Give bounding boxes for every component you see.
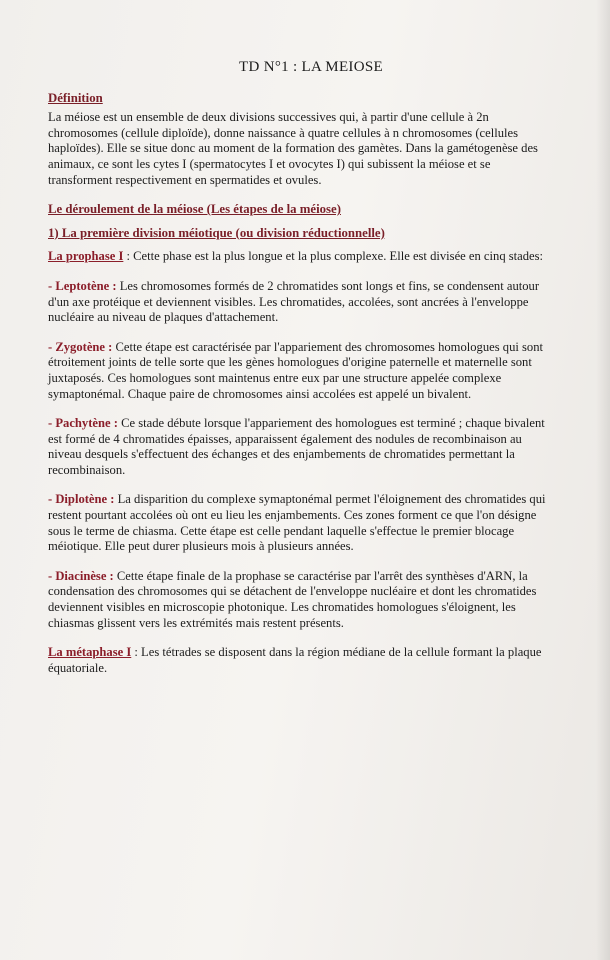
deroulement-heading: Le déroulement de la méiose (Les étapes de la méiose) xyxy=(48,202,341,217)
metaphase-label: La métaphase I xyxy=(48,645,132,660)
definition-text: La méiose est un ensemble de deux divisions successives qui, à partir d'une cellule à 2n chromosomes (cellule diploïde), donne naissance à quatre cellules à n chromosomes (cellules haploïdes). Elle se situe donc au moment de la formation des gamètes. Dans la gamétogenèse des animaux, ce sont les cytes I (spermatocytes I et ovocytes I) qui subissent la méiose et se transforment respectivement en spermatides et ovules. xyxy=(48,110,538,187)
page-edge-shadow xyxy=(596,0,610,960)
prophase-label: La prophase I xyxy=(48,249,124,264)
stage-label: - Zygotène : xyxy=(48,339,113,354)
document-content xyxy=(48,60,548,690)
stage-text: Ce stade débute lorsque l'appariement des homologues est terminé ; chaque bivalent est formé de 4 chromatides épaisses, apparaissent également des nodules de recombinaison au niveau desquels s'effectuent des échanges et des enjambements de chromatides permettant la recombinaison. xyxy=(48,416,545,477)
prophase-text: : Cette phase est la plus longue et la plus complexe. Elle est divisée en cinq stades: xyxy=(123,249,544,264)
stage-zygotene xyxy=(48,340,548,402)
stage-pachytene xyxy=(48,416,548,478)
stage-diplotene xyxy=(48,492,548,554)
prophase-paragraph xyxy=(48,249,548,265)
stage-label: - Pachytène : xyxy=(48,416,118,431)
stage-leptotene xyxy=(48,279,548,326)
stage-text: Cette étape finale de la prophase se caractérise par l'arrêt des synthèses d'ARN, la condensation des chromosomes qui se détachent de l'enveloppe nucléaire et dont les chromatides deviennent visibles en microscopie photonique. Les chromatides homologues s'éloignent, les chiasmas glissent vers les extrémités mais restent présents. xyxy=(48,568,537,630)
first-division-heading: 1) La première division méiotique (ou division réductionnelle) xyxy=(48,225,385,240)
stage-text: Les chromosomes formés de 2 chromatides sont longs et fins, se condensent autour d'un axe protéique et deviennent visibles. Les chromatides, accolées, sont ancrées à l'enveloppe nucléaire au niveau de plaques d'attachement. xyxy=(48,278,540,325)
metaphase-paragraph xyxy=(48,645,548,676)
stage-text: La disparition du complexe symaptonémal permet l'éloignement des chromatides qui restent pourtant accolées où ont eu lieu les enjambements. Ces zones forment ce que l'on désigne sous le terme de chiasma. Cette étape est celle pendant laquelle s'effectue le premier blocage méiotique. Elle peut durer plusieurs mois à plusieurs années. xyxy=(48,492,546,554)
stage-label: - Diplotène : xyxy=(48,492,115,507)
definition-heading: Définition xyxy=(48,90,103,105)
stage-label: - Leptotène : xyxy=(48,278,117,293)
page-title: TD N°1 : LA MEIOSE xyxy=(239,59,383,75)
stage-text: Cette étape est caractérisée par l'appariement des chromosomes homologues qui sont étroitement joints de telle sorte que les gènes homologues d'origine paternelle et maternelle sont juxtaposés. Ces homologues sont maintenus entre eux par une structure appelée complexe symaptonémal. Chaque paire de chromosomes ainsi accolées est appelé un bivalent. xyxy=(48,339,544,401)
metaphase-text: : Les tétrades se disposent dans la région médiane de la cellule formant la plaque équatoriale. xyxy=(48,645,542,675)
stage-diacinese xyxy=(48,569,548,631)
stage-label: - Diacinèse : xyxy=(48,568,114,583)
